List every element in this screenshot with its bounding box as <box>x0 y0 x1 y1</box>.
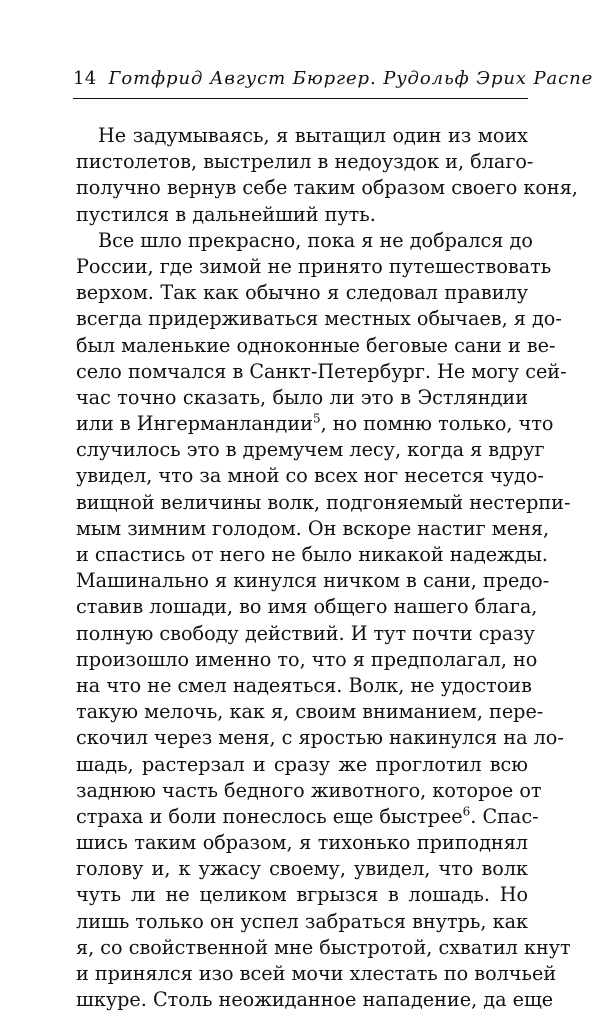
text-line: чуть ли не целиком вгрызся в лошадь. Но <box>76 883 528 907</box>
text-line: я, со свойственной мне быстротой, схватил кнут <box>76 935 571 959</box>
text-line: скочил через меня, с яростью накинулся на ло- <box>76 726 564 750</box>
body-text <box>76 123 578 1013</box>
text-fragment: страха и боли понеслось еще быстрее <box>76 804 463 828</box>
text-line: вищной величины волк, подгоняемый нестерпи- <box>76 490 571 514</box>
text-line: полную свободу действий. И тут почти сразу <box>76 621 535 645</box>
text-line: час точно сказать, было ли это в Эстляндии <box>76 385 528 409</box>
text-line: такую мелочь, как я, своим вниманием, пере- <box>76 700 544 724</box>
text-line: мым зимним голодом. Он вскоре настиг меня, <box>76 516 550 540</box>
footnote-marker: 5 <box>312 411 321 426</box>
text-line: шадь, растерзал и сразу же проглотил всю <box>76 752 528 776</box>
text-line: пистолетов, выстрелил в недоуздок и, благо- <box>76 150 534 174</box>
text-line: Машинально я кинулся ничком в сани, предо- <box>76 569 550 593</box>
text-line: России, где зимой не принято путешествовать <box>76 254 552 278</box>
text-line: село помчался в Санкт-Петербург. Не могу сей- <box>76 359 567 383</box>
text-fragment: . Спас- <box>470 804 539 828</box>
text-line: лишь только он успел забраться внутрь, как <box>76 909 528 933</box>
text-line: на что не смел надеяться. Волк, не удостоив <box>76 673 532 697</box>
text-line: голову и, к ужасу своему, увидел, что волк <box>76 857 528 881</box>
text-line: всегда придерживаться местных обычаев, я до- <box>76 307 562 331</box>
text-fragment: , но помню только, что <box>320 412 554 436</box>
text-line <box>76 804 539 830</box>
text-line: получно вернув себе таким образом своего коня, <box>76 176 578 200</box>
text-line: увидел, что за мной со всех ног несется чудо- <box>76 464 544 488</box>
footnote-marker: 6 <box>462 804 471 819</box>
paragraph <box>76 123 578 228</box>
text-line: случилось это в дремучем лесу, когда я вдруг <box>76 438 545 462</box>
page-number: 14 <box>73 68 97 89</box>
text-line: ставив лошади, во имя общего нашего блага, <box>76 595 538 619</box>
text-line: верхом. Так как обычно я следовал правилу <box>76 281 528 305</box>
running-head <box>73 68 594 89</box>
running-title: Готфрид Август Бюргер. Рудольф Эрих Распе <box>108 68 594 89</box>
header-rule <box>73 98 528 99</box>
text-line: был маленькие одноконные беговые сани и ве- <box>76 333 556 357</box>
text-line: и принялся изо всей мочи хлестать по волчьей <box>76 962 557 985</box>
text-line: шись таким образом, я тихонько приподнял <box>76 831 528 855</box>
text-line: и спастись от него не было никакой надежды. <box>76 543 548 566</box>
paragraph <box>76 228 571 1013</box>
text-line: произошло именно то, что я предполагал, но <box>76 647 538 671</box>
text-line: шкуре. Столь неожиданное нападение, да еще <box>76 988 554 1012</box>
text-fragment: или в Ингерманландии <box>76 412 313 436</box>
text-line: пустился в дальнейший путь. <box>76 202 376 226</box>
text-line: заднюю часть бедного животного, которое от <box>76 778 542 802</box>
text-line <box>76 411 554 437</box>
text-line: Не задумываясь, я вытащил один из моих <box>98 124 528 147</box>
text-line: Все шло прекрасно, пока я не добрался до <box>98 228 533 252</box>
